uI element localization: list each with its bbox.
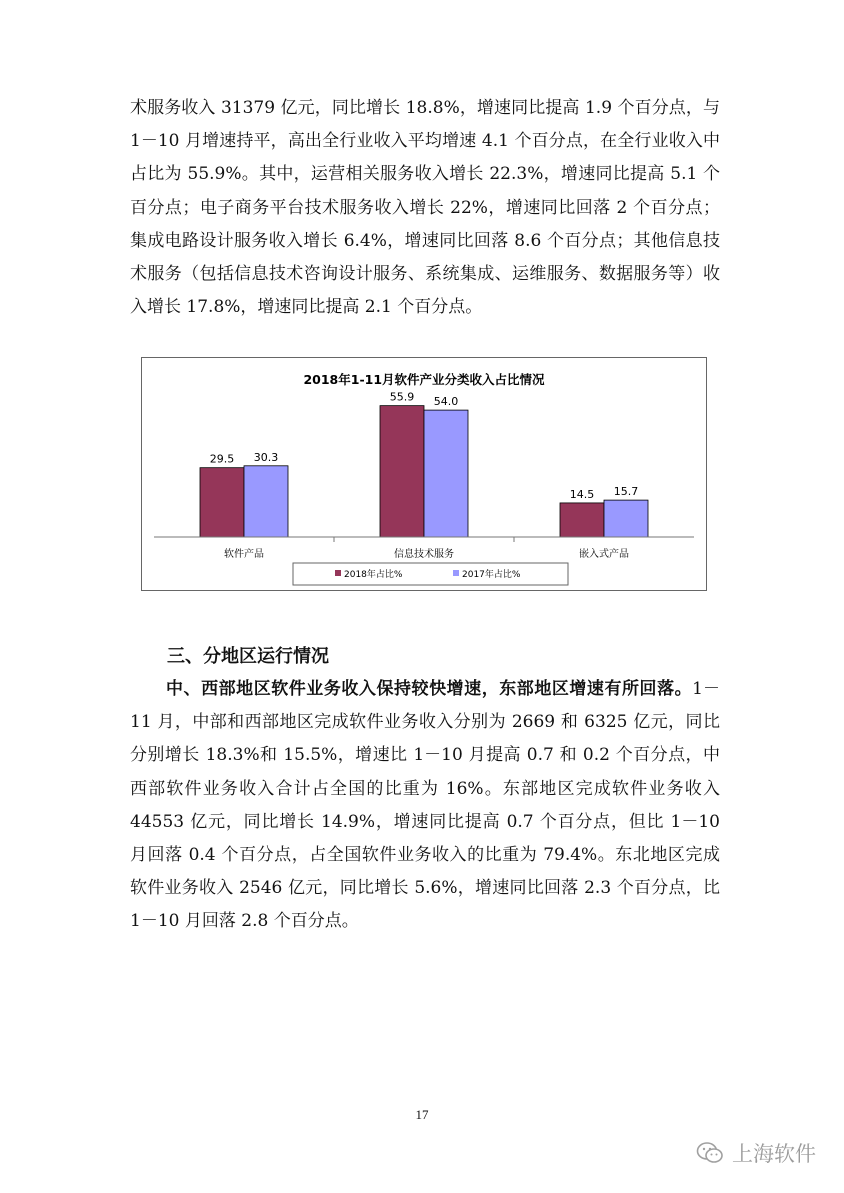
chart-legend — [293, 563, 568, 585]
section-heading: 三、分地区运行情况 — [167, 646, 329, 667]
bar-embedded-products-2018 — [560, 503, 604, 537]
chart-title: 2018年1-11月软件产业分类收入占比情况 — [303, 372, 545, 387]
paragraph-2-lead: 中、西部地区软件业务收入保持较快增速，东部地区增速有所回落。 — [166, 679, 693, 699]
legend-swatch-2018 — [335, 570, 341, 576]
bar-it-services-2018 — [380, 406, 424, 537]
category-label-software-products: 软件产品 — [224, 549, 264, 560]
wechat-icon — [696, 1141, 724, 1165]
data-label-it-services-2017: 54.0 — [433, 395, 459, 409]
bar-software-products-2018 — [200, 468, 244, 537]
paragraph-1: 术服务收入 31379 亿元，同比增长 18.8%，增速同比提高 1.9 个百分点，与 1－10 月增速持平，高出全行业收入平均增速 4.1 个百分点，在全行业收入中占比为 55.9%。其中，运营相关服务收入增长 22.3%，增速同比提高 5.1 个百分点；电子商务平台技术服务收入增长 22%，增速同比回落 2 个百分点；集成电路设计服务收入增长 6.4%，增速同比回落 8.6 个百分点；其他信息技术服务（包括信息技术咨询设计服务、系统集成、运维服务、数据服务等）收入增长 17.8%，增速同比提高 2.1 个百分点。 — [130, 98, 720, 318]
page-number: 17 — [415, 1107, 429, 1122]
chart-frame — [141, 357, 707, 591]
legend-box — [293, 563, 568, 585]
watermark — [696, 1138, 816, 1168]
bar-embedded-products-2017 — [604, 500, 648, 537]
paragraph-2 — [130, 673, 720, 939]
bar-it-services-2017 — [424, 410, 468, 537]
legend-label-2017: 2017年占比% — [462, 570, 521, 580]
bar-chart — [142, 358, 706, 590]
bar-software-products-2017 — [244, 466, 288, 537]
data-label-software-products-2018: 29.5 — [209, 452, 235, 466]
category-label-it-services: 信息技术服务 — [394, 549, 454, 560]
watermark-text: 上海软件 — [732, 1142, 816, 1166]
data-label-it-services-2018: 55.9 — [389, 390, 415, 404]
category-label-embedded-products: 嵌入式产品 — [579, 549, 629, 560]
legend-swatch-2017 — [453, 570, 459, 576]
data-label-software-products-2017: 30.3 — [253, 450, 279, 464]
paragraph-2-body: 1－11 月，中部和西部地区完成软件业务收入分别为 2669 和 6325 亿元，同比分别增长 18.3%和 15.5%，增速比 1－10 月提高 0.7 和 0.2 个百分点，中西部软件业务收入合计占全国的比重为 16%。东部地区完成软件业务收入 44553 亿元，同比增长 14.9%，增速同比提高 0.7 个百分点，但比 1－10 月回落 0.4 个百分点，占全国软件业务收入的比重为 79.4%。东北地区完成软件业务收入 2546 亿元，同比增长 5.6%，增速同比回落 2.3 个百分点，比 1－10 月回落 2.8 个百分点。 — [130, 679, 720, 932]
data-label-embedded-products-2018: 14.5 — [569, 487, 595, 501]
legend-label-2018: 2018年占比% — [344, 570, 403, 580]
data-label-embedded-products-2017: 15.7 — [613, 485, 639, 499]
